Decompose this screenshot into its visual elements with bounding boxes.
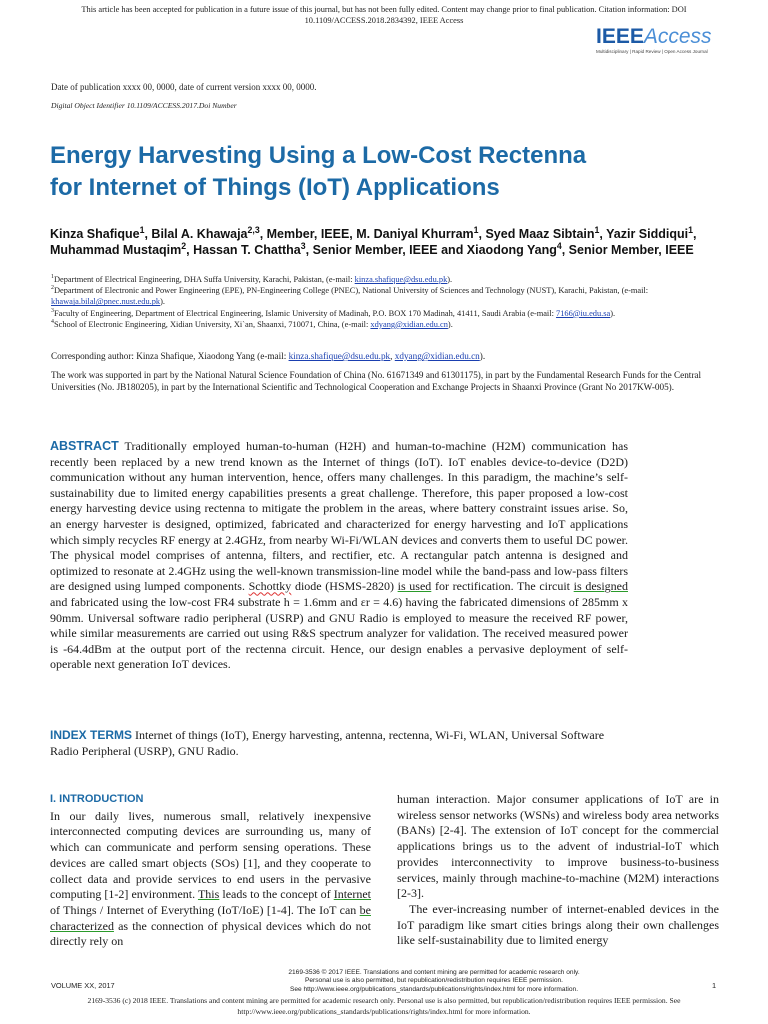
abstract-text: for rectification. The circuit bbox=[431, 579, 574, 594]
author-name: , Hassan T. Chattha bbox=[186, 243, 301, 257]
affiliation-text: School of Electronic Engineering, Xidian University, Xi`an, Shaanxi, 710071, China, (e-mail: bbox=[53, 319, 371, 329]
affiliation-tail: ). bbox=[610, 308, 616, 318]
abstract-text: and fabricated using the low-cost FR4 substrate h = 1.6mm and εr = 4.6) having the fabricated dimensions of 285mm x 90mm. Universal software radio peripheral (USRP) and GNU Radio is employed to measure the received RF power, while similar measurements are carried out using R&S spectrum analyzer for validation. The received measured power is -64.4dBm at the output port of the rectenna circuit. Hence, our design enables a pervasive deployment of self-operable next generation IoT devices. bbox=[50, 594, 628, 672]
abstract-text: Traditionally employed human-to-human (H2H) and human-to-machine (H2M) communication has recently been replaced by a new trend known as the Internet of things (IoT). IoT enables device-to-device (D2D) communication without any human intervention, hence, offers many challenges. In this paradigm, the machine’s self-sustainability due to limited energy capabilities presents a great challenge. Therefore, this paper proposed a low-cost energy harvesting device using rectenna to mitigate the problem in the areas, where battery constraint issues arise. So, an energy harvester is designed, optimized, fabricated and characterized for energy harvesting and IoT applications which simply recycles RF energy at 2.4GHz, from nearby Wi-Fi/WLAN devices and converts them to useful DC power. The physical model comprises of antenna, filters, and rectifier, etc. A rectangular patch antenna is designed and optimized to resonate at 2.4GHz using the well-known transmission-line model while the band-pass and low-pass filters are designed using lumped components. bbox=[50, 439, 628, 594]
grammar-marked-phrase: be characterized bbox=[50, 902, 371, 933]
email-link[interactable]: 7166@iu.edu.sa bbox=[556, 308, 611, 318]
affiliation-tail: ). bbox=[160, 297, 166, 307]
rights-line: 2169-3536 (c) 2018 IEEE. Translations and content mining are permitted for academic research only. Personal use is also permitted, but republication/redistribution requires IEEE permission. See bbox=[87, 996, 681, 1005]
author-affiliation-mark: 1 bbox=[688, 224, 693, 235]
affiliation-text: Department of Electronic and Power Engineering (EPE), PN-Engineering College (PNEC), National University of Sciences and Technology (NUST), Karachi, Pakistan, (e-mail: bbox=[53, 286, 649, 296]
abstract-text: diode (HSMS-2820) bbox=[291, 579, 398, 594]
bottom-rights-notice bbox=[20, 995, 748, 1017]
author-name: , Bilal A. Khawaja bbox=[144, 227, 248, 241]
intro-right-column bbox=[397, 792, 719, 949]
author-name: , Senior Member, IEEE bbox=[561, 243, 694, 257]
index-terms-heading: INDEX TERMS bbox=[50, 728, 133, 742]
affiliation-tail: ). bbox=[447, 275, 453, 284]
affiliation-tail: ). bbox=[447, 319, 453, 329]
corresponding-text: Corresponding author: Kinza Shafique, Xiaodong Yang (e-mail: bbox=[51, 351, 289, 361]
author-affiliation-mark: 1 bbox=[139, 224, 145, 235]
body-text: as the connection of physical devices which do not directly rely on bbox=[50, 918, 371, 949]
affiliation-1 bbox=[51, 274, 731, 285]
affiliation-4 bbox=[51, 319, 731, 330]
publication-date: Date of publication xxxx 00, 0000, date of current version xxxx 00, 0000. bbox=[51, 82, 317, 92]
author-affiliation-mark: 3 bbox=[300, 240, 306, 251]
affiliation-2 bbox=[51, 285, 731, 307]
copyright-footer bbox=[250, 969, 618, 994]
affiliation-mark: 3 bbox=[51, 307, 54, 314]
body-text: leads to the concept of bbox=[219, 887, 334, 902]
author-affiliation-mark: 1 bbox=[594, 224, 600, 235]
separator: , bbox=[390, 351, 395, 361]
intro-left-column bbox=[50, 792, 371, 950]
body-text: In our daily lives, numerous small, relatively inexpensive interconnected computing devices are surrounding us, many of which can communicate and perform sensing operations. These devices are called smart objects (SOs) [1], and they cooperate to collect data and provide services to end users in the pervasive computing [1-2] environment. bbox=[50, 808, 371, 902]
paper-title-line2: for Internet of Things (IoT) Applications bbox=[50, 174, 500, 201]
logo-access-text: Access bbox=[643, 25, 712, 48]
spellcheck-marked-word: Schottky bbox=[248, 579, 292, 594]
intro-paragraph: human interaction. Major consumer applications of IoT are in wireless sensor networks (WSNs) and wireless body area networks (BANs) [2-4]. The extension of IoT concept for the commercial applications brings us to the advent of industrial-IoT which provides interconnectivity to improve business-to-business services, mainly through machine-to-machine (M2M) interactions [2-3]. bbox=[397, 792, 719, 901]
ieee-access-logo bbox=[596, 26, 746, 54]
acceptance-notice-line1: This article has been accepted for publication in a future issue of this journal, but has not been fully edited. Content may change prior to final publication. Citation information: DOI bbox=[81, 5, 687, 14]
logo-ieee-text: IEEE bbox=[596, 25, 644, 48]
affiliation-mark: 2 bbox=[51, 285, 54, 292]
author-affiliation-mark: 1 bbox=[473, 224, 479, 235]
index-terms-text: Internet of things (IoT), Energy harvesting, antenna, rectenna, Wi-Fi, WLAN, Universal Software Radio Peripheral (USRP), GNU Radio. bbox=[50, 728, 605, 758]
acceptance-notice-line2: 10.1109/ACCESS.2018.2834392, IEEE Access bbox=[304, 16, 464, 25]
author-name: , Yazir Siddiqui bbox=[599, 227, 689, 241]
volume-label: VOLUME XX, 2017 bbox=[51, 981, 115, 990]
author-affiliation-mark: 4 bbox=[556, 240, 562, 251]
doi-line: Digital Object Identifier 10.1109/ACCESS.2017.Doi Number bbox=[51, 101, 237, 110]
email-link[interactable]: kinza.shafique@dsu.edu.pk bbox=[354, 275, 448, 284]
email-link[interactable]: xdyang@xidian.edu.cn bbox=[394, 351, 480, 361]
intro-paragraph: The ever-increasing number of internet-enabled devices in the IoT paradigm like smart cities brings along their own challenges like self-sustainability due to limited energy bbox=[397, 901, 719, 948]
logo-tagline: Multidisciplinary | Rapid Review | Open Access Journal bbox=[596, 49, 708, 54]
author-name: , Muhammad Mustaqim bbox=[50, 227, 697, 257]
paper-title-line1: Energy Harvesting Using a Low-Cost Rectenna bbox=[50, 142, 587, 169]
rights-line: http://www.ieee.org/publications_standards/publications/rights/index.html for more information. bbox=[237, 1007, 531, 1016]
acceptance-notice bbox=[40, 4, 728, 26]
author-affiliation-mark: 2 bbox=[181, 240, 187, 251]
email-link[interactable]: xdyang@xidian.edu.cn bbox=[370, 319, 448, 329]
paper-title bbox=[50, 140, 730, 204]
author-affiliation-mark: 2,3 bbox=[247, 224, 260, 235]
author-name: , Syed Maaz Sibtain bbox=[478, 227, 595, 241]
abstract bbox=[50, 439, 628, 673]
author-name: , Senior Member, IEEE and Xiaodong Yang bbox=[305, 243, 557, 257]
abstract-heading: ABSTRACT bbox=[50, 439, 119, 453]
affiliation-mark: 1 bbox=[51, 274, 54, 281]
index-terms bbox=[50, 728, 628, 759]
grammar-marked-phrase: Internet bbox=[333, 887, 372, 902]
grammar-marked-phrase: This bbox=[197, 887, 220, 902]
section-heading: I. INTRODUCTION bbox=[50, 793, 144, 805]
author-list bbox=[50, 226, 730, 258]
funding-statement: The work was supported in part by the National Natural Science Foundation of China (No. 61671349 and 61301175), in part by the Fundamental Research Funds for the Central Universities (No. JB180205), in part by the International Scientific and Technological Cooperation and Exchange Projects in Shaanxi Province (Grant No 2017KW-005). bbox=[51, 370, 702, 393]
author-name: Kinza Shafique bbox=[50, 227, 140, 241]
grammar-marked-phrase: is used bbox=[397, 579, 432, 594]
affiliation-text: Faculty of Engineering, Department of Electrical Engineering, Islamic University of Madinah, P.O. BOX 170 Madinah, 41411, Saudi Arabia (e-mail: bbox=[53, 308, 557, 318]
affiliation-3 bbox=[51, 308, 731, 319]
grammar-marked-phrase: is designed bbox=[573, 579, 628, 594]
corresponding-tail: ). bbox=[479, 351, 486, 361]
copyright-line: 2169-3536 © 2017 IEEE. Translations and content mining are permitted for academic research only. bbox=[288, 969, 580, 976]
corresponding-author bbox=[51, 350, 731, 362]
body-text: of Things / Internet of Everything (IoT/IoE) [1-4]. The IoT can bbox=[50, 902, 360, 917]
intro-paragraph bbox=[50, 809, 371, 950]
page-number: 1 bbox=[712, 981, 717, 990]
copyright-line: See http://www.ieee.org/publications_standards/publications/rights/index.html for more information. bbox=[289, 985, 579, 993]
email-link[interactable]: kinza.shafique@dsu.edu.pk bbox=[288, 351, 391, 361]
affiliation-text: Department of Electrical Engineering, DHA Suffa University, Karachi, Pakistan, (e-mail: bbox=[53, 275, 355, 284]
email-link[interactable]: khawaja.bilal@pnec.nust.edu.pk bbox=[51, 297, 161, 307]
affiliations bbox=[51, 274, 731, 330]
affiliation-mark: 4 bbox=[51, 319, 54, 326]
copyright-line: Personal use is also permitted, but republication/redistribution requires IEEE permission. bbox=[304, 977, 564, 985]
author-name: , Member, IEEE, M. Daniyal Khurram bbox=[259, 227, 474, 241]
